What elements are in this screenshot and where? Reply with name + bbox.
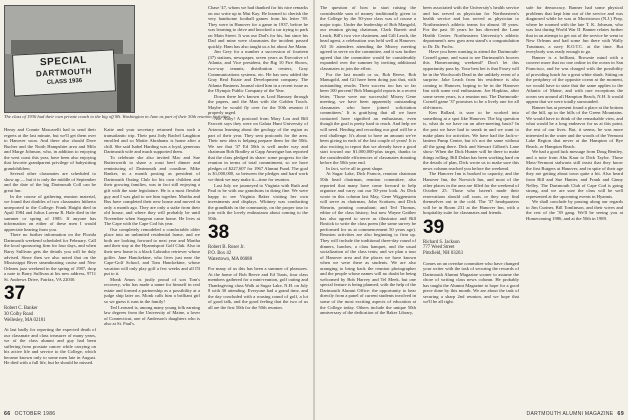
class-year-heading: 37 — [4, 283, 26, 305]
secretary-address-line-2: Watertown, MA 06088 — [208, 256, 252, 262]
paragraph: Several other classmates are scheduled to show up — but it is only the middle of September and the date of the big Dartmouth Coll can be great fun. — [4, 171, 96, 194]
right-page-number: 69 — [617, 411, 624, 417]
secretary-address-line-1: 777 Weed Street — [423, 245, 455, 251]
paragraph: Monk Amos is justly proud of son Tom's recovery, who has made a name for himself in real estate and formed a partnership as a possibility at a judge ship later on. Monk calls him a brilliant girl so we guess it runs in the family! — [104, 276, 200, 304]
column-4 — [320, 5, 416, 409]
paragraph: For the last month or so, Bob Reeve, Bob Manugold, and Gil have been doing just that, with outstanding results. Their success too has so far been 100 percent! Bob Manugold reports in a recent letter, 'Those were our successful Misery Gene meeting, we have been apparently outstanding classmates who have joined solicitation committees.' It is gratifying that all we have contacted have signified an enthusiasm, even though the goal is pretty hard to reach. And help we will need. Herding and recording our goal will be a real challenge. It's about to have an amount we've been giving in each of the last couple of years! It is also exciting to report that we already have a good start toward our $1,000,000-plus target, thanks to the considerable efficiencies of classmates donating before the 50th year end. — [320, 71, 416, 166]
paragraph: We had a good luck message from Doug Bentley, and a note from Abu Kaur to Dick Taylor. Those Mass-Vermont stalwarts still insist that they know the first Rutgers at Hanover, and in spite of their age they are getting about town quite a bit. Also heard from Bill and Sue Hunter, and Frank and Ginny Nelley. The Dartmouth Club of Cape Cod is going strong, and we are sure the class will be well represented at the upcoming events in Hyannis. — [526, 149, 623, 199]
photo-doorway — [117, 64, 131, 112]
column-2 — [104, 127, 200, 409]
photo-banner-sign — [12, 49, 116, 96]
paragraph: The question of how to start raising the considerable sum of money traditionally given to the College by the 50-year class was of course a major topic. Under the leadership of Bob Mangold, our reunion giving chairman, Clark Barrett and Leach, Bill's two vice chairmen, and Gill Leach, the head agent, a celebration was held well at Hanover. All 16 attendees attending the Misery meeting agreed to serve on the committee, and it was further agreed that the committee would be considerably expanded over the summer by inviting additional classmates to join the effort. — [320, 5, 416, 72]
paragraph: The Hanover Inn is booked to capacity, and the Hanover Inn, the Norwich Inn, and most of the other places in the area are filled for the weekend of October 25. Those who haven't made their reservations should call soon, or they may find themselves out in the cold. The '37 headquarters will be in Room 231 at the Hanover Inn, with a hospitality suite for classmates and friends. — [423, 171, 519, 216]
class-secretary-block — [4, 306, 96, 323]
paragraph: safe for democracy. Banner had some physical problems that kept him out of the service and was diagnosed while he was at Morristown (N.J.) Prep, where he roomed with the late T. K. Johnson, who was lost during World War II. Banner relates further that in an attempt to get out of the service he went to New Orleans and had some fun there with Wally Trautman, a navy R.O.T.C. at the time. But everybody was ready enough to go. — [526, 5, 623, 55]
right-page-footer — [527, 411, 624, 417]
paragraph: Katie and your secretary returned from such a transatlantic trip. Their past Jody Rachel Laughton enrolled and so Mattie Abrahams is home after a chill. She said Isabel Harding was a loyal, generous Dartmouth wife and much supported them. — [104, 127, 200, 155]
secretary-address-line-2: Wellesley, MA 02181 — [4, 317, 46, 323]
class-year-heading: 39 — [423, 216, 445, 238]
paragraph: Ken Ballard, is sure to be worked into something at a spot like Hanover. The big question is, what do we have on an after-meeting basis? In the past we have had to sneak in and we want to make plans for activities. We have had the Jack-o-lantern Pump Center, but it's not the same without all the gang there. Dick and Stewart Gilbert's Lane show: When the Dick Hunter will be there to make things rolling. Bill Dolan has been working hard on the details of plan, Dick wrote us to make sure this news column reached you before the weekend. — [423, 110, 519, 171]
paragraph: We shall conclude by passing along our regards to Jim Curtner, Bill Tomlinson, and their wives and the rest of the '39 gang. We'll be seeing you at Homecoming 1986, and at the 50th in 1989. — [526, 199, 623, 221]
secretary-name: Richard S. Jackson — [423, 239, 460, 245]
paragraph: For many of us this has been a summer of pleasures. At the home of Bob Reeve and Ed Tunis, four class members gathered for a mini-reunion, golf outing and Thanksgiving class Walk at Sugar Lake, N.H. on July 8 with 30 attending. Everyone had a grand time, and the day concluded with a rousing round of golf, a lot of good talk, and the good feeling that the two of us all are the first 50th for the 50th reunion. — [208, 266, 308, 310]
photo-caption: The class of 1936 had their own private coach to the big off Mt. Washington in June as part of their 50th reunion festivities. — [4, 114, 232, 119]
class-secretary-block — [208, 245, 308, 262]
reunion-photo — [4, 5, 135, 113]
class-secretary-block — [423, 240, 519, 257]
magazine-name: DARTMOUTH ALUMNI MAGAZINE — [526, 411, 614, 417]
paragraph: Banner has at present found a place at the bottom of the hill, up in the hills of the Green Mountains. We would have to think of the remarkable view, and what would be a long endeavor for us at this point, the rest of our lives. But, it seems, he was more interested in the water and the woods of the Vermont Lake Region that never at the Hampton of Rye Beach, or Hampton Beach. — [526, 104, 623, 149]
banner-line-3: CLASS 1936 — [46, 78, 83, 86]
paragraph: In the course of gathering reunion material, we found that doubles of two classmates hitherto unreported to the College: Frank Haight died in April 1984 and Julius Lorenz R. Hale died in the summer or spring of 1985. If anyone has information on either of these men I would appreciate hearing from you. — [4, 193, 96, 232]
issue-date: OCTOBER 1986 — [14, 411, 56, 417]
page-gutter — [313, 0, 315, 420]
secretary-name: Robert B. Roser Jr. — [208, 245, 245, 251]
paragraph: Our completely remodeled a comfortable older place into an unlimited residential home, and we both are looking forward to next year and Martha and their stay at the Hyannisport Golf Club. Also in their new home is a black Labrador retriever whose golfer. Jane Hanckekine, who lives just near the Cape-Golf School, and Tom Hanckekine, whose vacation will only play golf a few weeks and all I'll put to it. — [104, 226, 200, 277]
left-page-number: 66 — [4, 411, 11, 417]
paragraph: been associated with the University's health service and has served as physician for Northeastern's health service and has served as physician to Northeastern's athletic teams for almost 30 years. For the past 10 years he has directed the Lane Health Center. Northeastern University's athletic department's new gym area stand's a congratulation to Dr. Dr. Fuchs. — [423, 5, 519, 49]
paragraph: At Sugar Lake, Dick Francis, reunion chairman 50th head chairman, reunion committee, also reported that many have come forward to help organize and carry out our 50-year look. As Dick wrote in this column last May, Gene Wiggenstein will serve as chairman, John Scottsen, and Dick Shearin, printing consultant; and Ted Thomas, editor of the class history; but now Wayne Gaither has also agreed to serve as illustrator and Bill Bostick to write the class poem (the same survey he performed for us at commencement 50 years ago). Reunion activities are also beginning to firm up. They will include the traditional three-day round of dinners, lunches, a class banquet, and the usual socialization of the class tents; and we plan a tour of Hanover area and the places we have known when we were there as students. We are also arranging to bring back the reunion photographer and the people whose names will no doubt be being welcomed by Bob Harvey and Tel Meek, but one special feature is being planned, with the help of the Dartmouth Alumni Office: the opportunity to hear directly from a panel of current students involved in some of the most exciting aspects of education at the College today. Others include the unique 50th anniversary of the dedication of the Baker Library, — [320, 171, 416, 316]
secretary-name: Robert C. Banker — [4, 306, 38, 312]
paragraph: At last badly for reporting the expected death of our classmate and class treasurer of many years, we of the class alumni and guy had been suffering from prostate cancer while carrying on his active life and service to the College, which became known only to some men late in August. He died with a full life, but he should be missed. — [4, 327, 96, 366]
column-3 — [208, 5, 308, 409]
class-year-heading: 38 — [208, 222, 230, 244]
banner-line-2: DARTMOUTH — [35, 66, 93, 79]
paragraph: Comes on an overdue committee who have changed your writer with the task of securing the rewards of Dartmouth Alumni Magazine sooner to assume the chore of writing class news column. He probably has taught the Alumni Magazine to hope for a good piece done by this month. We are about the task of securing a sharp 2nd reunion, and we hope that we'll be all right. — [423, 260, 519, 305]
paragraph: Henry and Connie Mascarelli had to send their regrets at the last minute, but we'll get them over to Hanover soon. And there also should Dave Bucher and the North Hampshire area and Milo and Marge Johnson, who, in addition to enjoying the west coast this year, have been also enjoying that favorite grandparent privilege of babysitting grandchildren. — [4, 127, 96, 171]
paragraph: Ted Leonard is, among many young folk earning law degrees from the University of Maine, a lover of Connecticut, one of Anderson's daughters who is also at St. Paul's. — [104, 304, 200, 327]
paragraph: Have you been wanting to attend the Dartmouth-Cornell game, and want to see Dartmouth's hooves this Homecoming weekend? Don't let this opportunity pass by. Your best bet is that Foxey will be in the Woolworth Dead in the unlikely event of a surprise. Jake Leach from his residence is also coming to Hanover, hoping to be in the Hanover Inn with some real enthusiasm. Joe Hopkins, after some seven years, is a reunion nut. The Dartmouth-Cornell game '37 promises to be a lively one for all old-timers. — [423, 49, 519, 110]
paragraph: Chase '47, whom we had thanked for his nice remarks on our write up in Mut Kay. He learned to cherish the very handsome football games from his letter '39. They were in Hanover for a game in 1937, before he was learning to drive and knocked a car trying to park on Main Street. It was our Dad's for his, but since his Dad and mine were classmates the incident passed quickly. Ham has also taught us a lot about Joe Mann. — [208, 5, 308, 49]
paragraph: Ave Ahoy! A postcard from Mary Lou and Bill Fawcett says they were on Galata Hunt University of Arizona learning about the geology of the region as part of their year. They sent postcards for the area. Their new idea is helping prepare them for the 50th. We see that '37 Ed 50th is well under way and chairman Bob Bradley at Capp Amerigue has reported that the class pledged its share: some progress for the reunion in terms of total commitment, so we have pledges of $227,607 for 1967 Alumni Fund. The goal is $1,000,000, so between the pledges and hard work we think we may make it—time for reunion. — [208, 115, 308, 182]
paragraph: Last July we journeyed to Virginia with Ruth and Paul to be with our grandsons in doing fine. We were happy to see Virginia Baker visiting her own investments and displays. Whitney was conducting the grandkids in the community, on the proper tour to join with the lovely enthusiasm about coming to the 50th. — [208, 182, 308, 221]
column-6 — [526, 5, 623, 409]
paragraph: Down there he's known as Lord Ramsey through the papers, and the Man with the Golden Touch. Maybe he would fly over for the 50th reunion if properly urged. — [208, 93, 308, 116]
paragraph: There no further information on the Florida Dartmouth weekend scheduled for February. Call the local sponsoring firm for four days, and when Barry Sullivan gets the details you will be duly advised. Since then we also noted that on the Mississippi River steamboating cruise and New Orleans jazz weekend in the spring of 1987, drop a note to Barry Sullivan at his new address, 9711 St. Andrews Drive, Fairfax, VA 22030. — [4, 232, 96, 282]
paragraph: Banner is a brilliant, Brownie mind with a convert more that no one online in the ocean in San Francisco, and he was charged with the possibility of providing lunch for a great white shark. Sitting on the periphery of the opposite ocean at the moment, we would have to state that the same applies to the Atlantic of Maine, and with rare exceptions the ocean sea around all Hampton Beach, N.H. It would appear that we were totally surrounded. — [526, 54, 623, 105]
column-1 — [4, 127, 96, 409]
paragraph: In fact, we're all in great shape. — [326, 165, 384, 171]
secretary-address-line-1: 30 Colby Road — [4, 311, 34, 317]
paragraph: Jim Grey for a number a succession of fourteen (37) stations, newspaper, seven years as Executive of Atlanta, and Vice president, the Big 10 Fire Shows, two-way tenants, distribution centers, Gray Communications systems, etc. He has now added the Gray Real Estate and Development company. The Atlanta Business Journal cited him in a recent issue as the Olympic Public Company of the Year. — [208, 49, 308, 94]
column-5 — [423, 5, 519, 409]
paragraph: To celebrate she also invited Mac and Sue Butterworth to share a roast beef dinner and reminiscing of Dartmouth and coastline. Mike Banker, in a month posting as president of Dartmouth Outing Club for his own children and their growing families, was in fact still enjoying a gift with the state legislature. He is a most flexible guy and I was glad to see him together. Martha and Bus have completed their new house and moved in only a month ago. They are only a stake from their old house, and where they will probably be until November when Surgeon came home. He lives at The Cape with the Cape Cod his year. — [104, 154, 200, 227]
secretary-address-line-1: P.O. Box 42 — [208, 250, 232, 256]
left-page-footer — [4, 411, 55, 417]
banner-line-1: SPECIAL — [39, 54, 88, 69]
secretary-address-line-2: Pittsfield, NH 03263 — [423, 250, 463, 256]
